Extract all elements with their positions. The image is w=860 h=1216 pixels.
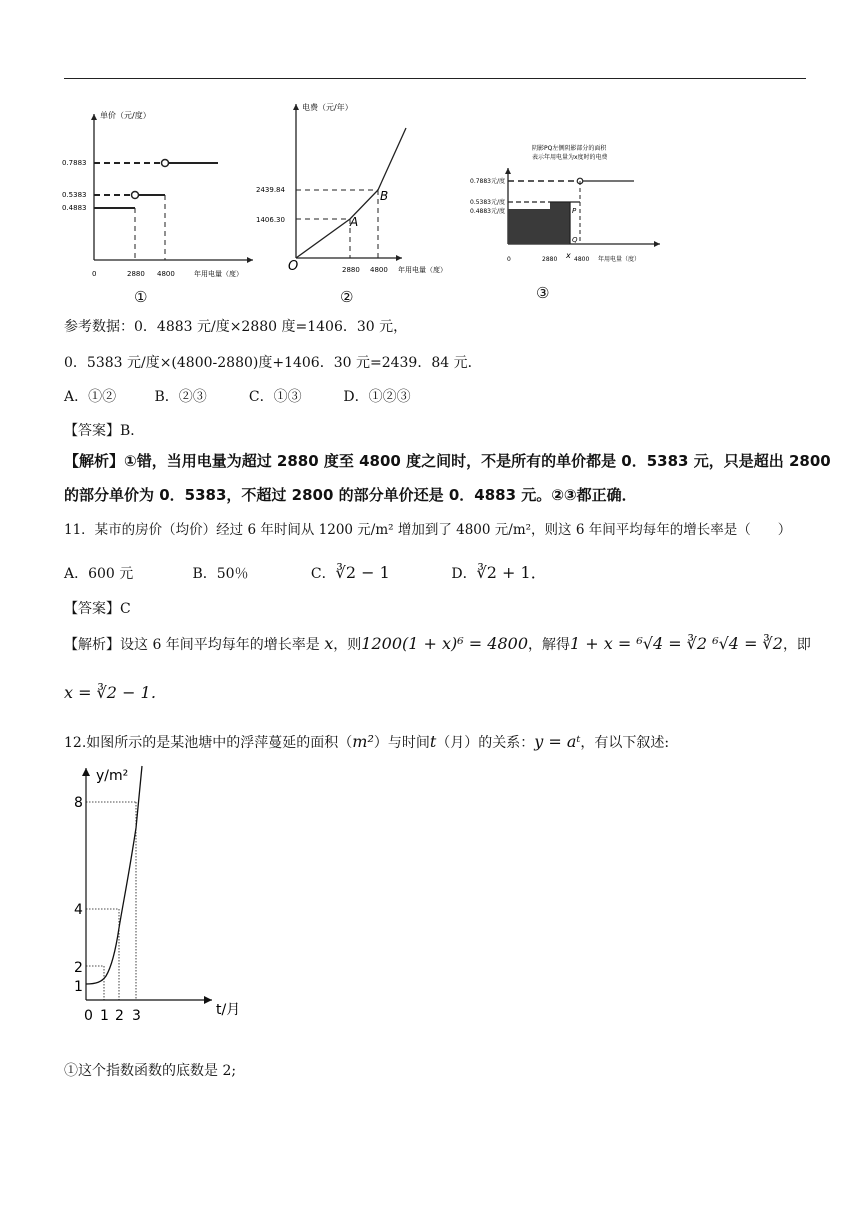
fig1-ytick: 0.7883 bbox=[62, 159, 87, 167]
q10-answer: 【答案】B． bbox=[64, 423, 145, 439]
header-rule bbox=[64, 78, 806, 79]
fig3-xlabel: 年用电量（度） bbox=[598, 256, 641, 263]
graph-ylabel: y/m² bbox=[96, 768, 129, 784]
q11-analysis: 【解析】设这 6 年间平均每年的增长率是 x，则1200(1 + x)⁶ = 4800，解得1 + x = ⁶√4 = ∛2 ⁶√4 = ∛2，即 bbox=[64, 634, 811, 653]
figure-electricity-fee bbox=[256, 96, 447, 286]
fig2-xtick: 2880 bbox=[342, 266, 360, 274]
q10-option-b: B．②③ bbox=[154, 389, 207, 405]
q11-option-b: B．50％ bbox=[192, 566, 249, 582]
fig3-caption: ③ bbox=[536, 284, 550, 302]
q12-stem: 12.如图所示的是某池塘中的浮萍蔓延的面积（m²）与时间t（月）的关系：y = aᵗ，有以下叙述: bbox=[64, 732, 670, 751]
fig2-ytick: 1406.30 bbox=[256, 216, 285, 224]
fig1-xtick: 2880 bbox=[127, 270, 145, 278]
fig3-point-q: Q bbox=[572, 236, 578, 244]
fig2-ylabel: 电费（元/年） bbox=[302, 103, 353, 112]
q11-option-c: C．∛2 − 1 bbox=[310, 563, 390, 582]
graph-xtick: 2 bbox=[115, 1008, 124, 1024]
fig3-point-p: P bbox=[572, 207, 577, 215]
q11-result: x = ∛2 − 1． bbox=[64, 683, 167, 702]
fig1-ytick: 0.4883 bbox=[62, 204, 87, 212]
fig1-ylabel: 单价（元/度） bbox=[100, 111, 151, 120]
figure-exponential-graph bbox=[64, 758, 264, 1028]
q10-option-d: D．①②③ bbox=[343, 389, 411, 405]
q10-options bbox=[64, 386, 411, 406]
fig2-ytick: 2439.84 bbox=[256, 186, 285, 194]
q11-options bbox=[64, 560, 547, 583]
fig3-xtick: 0 bbox=[507, 256, 511, 263]
fig2-origin: O bbox=[288, 259, 299, 274]
fig2-point-a: A bbox=[350, 215, 359, 229]
fig3-note2: 表示年用电量为x度时的电费 bbox=[532, 154, 608, 161]
fig3-xtick: 2880 bbox=[542, 256, 558, 263]
graph-ytick: 1 bbox=[74, 979, 83, 995]
q11-stem: 11．某市的房价（均价）经过 6 年时间从 1200 元/m² 增加到了 4800 元/m²，则这 6 年间平均每年的增长率是（ ） bbox=[64, 522, 792, 538]
q10-option-c: C．①③ bbox=[248, 389, 302, 405]
q12-item1: ①这个指数函数的底数是 2; bbox=[64, 1063, 237, 1079]
fig3-ytick: 0.4883元/度 bbox=[470, 208, 506, 215]
q11-option-d: D．∛2 + 1． bbox=[451, 563, 547, 582]
fig2-point-b: B bbox=[380, 189, 389, 203]
fig3-ytick: 0.5383元/度 bbox=[470, 199, 506, 206]
q10-option-a: A．①② bbox=[64, 389, 117, 405]
graph-xtick: 1 bbox=[100, 1008, 109, 1024]
fig3-xtick: x bbox=[566, 251, 571, 260]
fig3-ytick: 0.7883元/度 bbox=[470, 178, 506, 185]
fig1-ytick: 0.5383 bbox=[62, 191, 87, 199]
reference-data-line1: 参考数据：0．4883 元/度×2880 度=1406．30 元， bbox=[64, 319, 408, 335]
graph-xlabel: t/月 bbox=[216, 1002, 241, 1018]
graph-xtick: 3 bbox=[132, 1008, 141, 1024]
q10-analysis-line1: 【解析】①错，当用电量为超过 2880 度至 4800 度之间时，不是所有的单价都是 0．5383 元，只是超出 2800 bbox=[64, 452, 831, 470]
fig2-xlabel: 年用电量（度） bbox=[398, 266, 447, 274]
fig3-xtick: 4800 bbox=[574, 256, 590, 263]
q11-option-a: A．600 元 bbox=[64, 566, 134, 582]
reference-data-line2: 0．5383 元/度×(4800-2880)度+1406．30 元=2439．84 元． bbox=[64, 355, 482, 371]
graph-ytick: 2 bbox=[74, 960, 83, 976]
fig2-caption: ② bbox=[340, 288, 354, 306]
fig3-note1: 阴影PQ左侧阴影部分的面积 bbox=[532, 145, 607, 152]
graph-ytick: 4 bbox=[74, 902, 83, 918]
fig1-xtick: 4800 bbox=[157, 270, 175, 278]
fig1-xtick: 0 bbox=[92, 270, 97, 278]
fig1-caption: ① bbox=[134, 288, 148, 306]
fig2-xtick: 4800 bbox=[370, 266, 388, 274]
graph-ytick: 8 bbox=[74, 795, 83, 811]
figure-area-fee bbox=[470, 140, 670, 280]
q11-answer: 【答案】C bbox=[64, 601, 131, 617]
q10-analysis-line2: 的部分单价为 0．5383，不超过 2800 的部分单价还是 0．4883 元。②③都正确． bbox=[64, 486, 637, 504]
figure-unit-price bbox=[62, 100, 268, 310]
fig1-xlabel: 年用电量（度） bbox=[194, 270, 243, 278]
graph-xtick: 0 bbox=[84, 1008, 93, 1024]
